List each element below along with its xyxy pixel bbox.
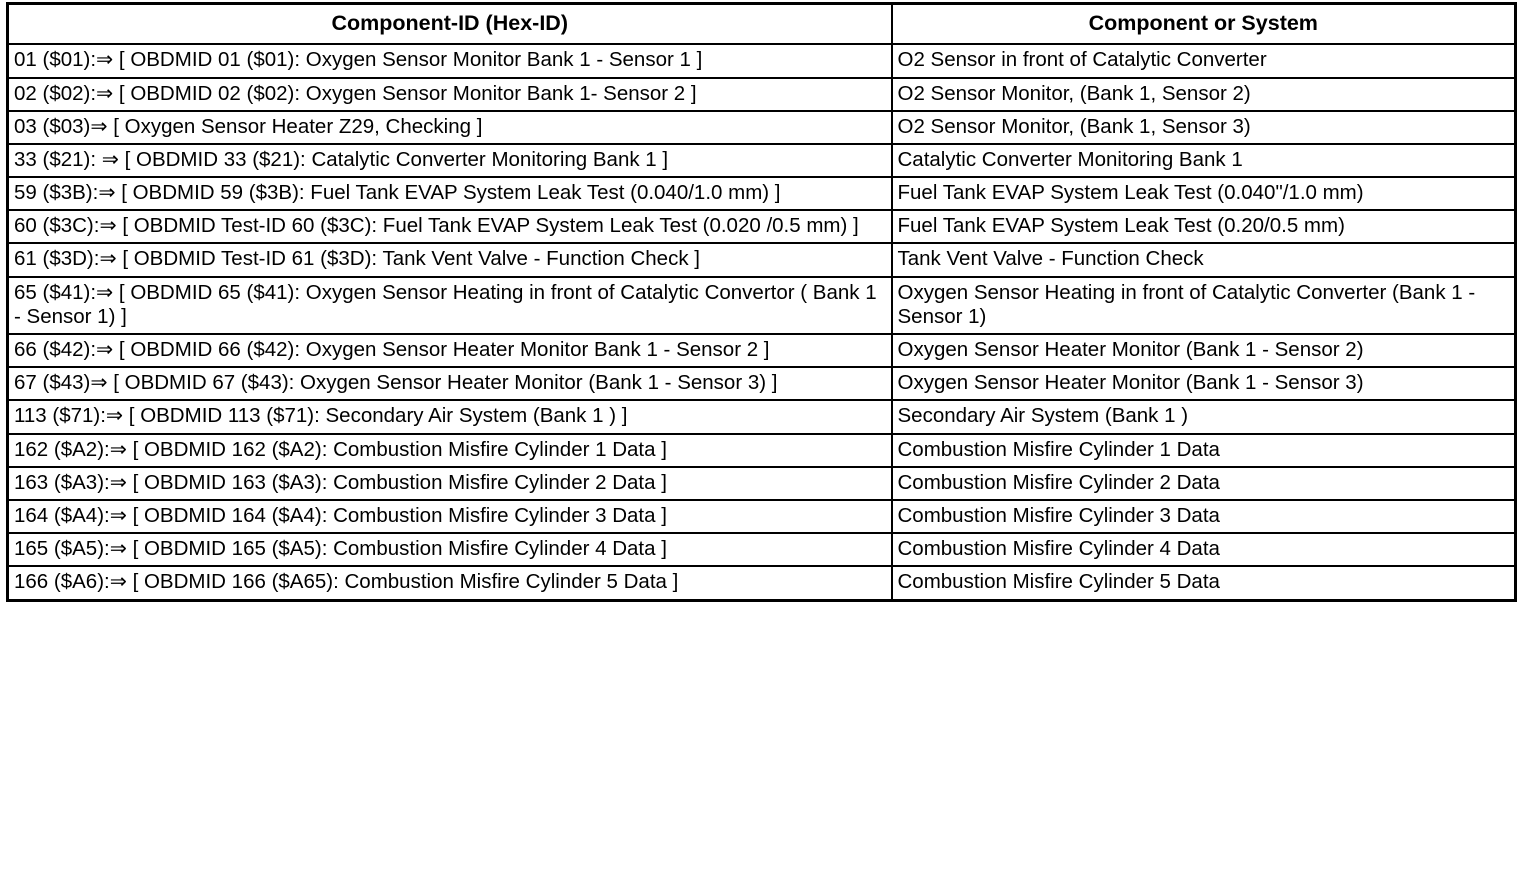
cell-component-or-system: Fuel Tank EVAP System Leak Test (0.20/0.5 mm)	[892, 210, 1516, 243]
cell-component-id: 59 ($3B):⇒ [ OBDMID 59 ($3B): Fuel Tank EVAP System Leak Test (0.040/1.0 mm) ]	[8, 177, 892, 210]
column-header-component-or-system: Component or System	[892, 4, 1516, 45]
cell-component-id: 163 ($A3):⇒ [ OBDMID 163 ($A3): Combustion Misfire Cylinder 2 Data ]	[8, 467, 892, 500]
cell-component-id: 67 ($43)⇒ [ OBDMID 67 ($43): Oxygen Sensor Heater Monitor (Bank 1 - Sensor 3) ]	[8, 367, 892, 400]
table-header-row	[8, 4, 1516, 45]
table-row	[8, 566, 1516, 600]
cell-component-or-system: O2 Sensor Monitor, (Bank 1, Sensor 2)	[892, 78, 1516, 111]
table-row	[8, 210, 1516, 243]
cell-component-or-system: Secondary Air System (Bank 1 )	[892, 400, 1516, 433]
cell-component-or-system: Combustion Misfire Cylinder 4 Data	[892, 533, 1516, 566]
table-row	[8, 467, 1516, 500]
cell-component-or-system: Oxygen Sensor Heating in front of Catalytic Converter (Bank 1 - Sensor 1)	[892, 277, 1516, 334]
table-row	[8, 78, 1516, 111]
cell-component-id: 02 ($02):⇒ [ OBDMID 02 ($02): Oxygen Sensor Monitor Bank 1- Sensor 2 ]	[8, 78, 892, 111]
cell-component-id: 65 ($41):⇒ [ OBDMID 65 ($41): Oxygen Sensor Heating in front of Catalytic Convertor ( Bank 1 - Sensor 1) ]	[8, 277, 892, 334]
cell-component-id: 01 ($01):⇒ [ OBDMID 01 ($01): Oxygen Sensor Monitor Bank 1 - Sensor 1 ]	[8, 44, 892, 77]
column-header-component-id: Component-ID (Hex-ID)	[8, 4, 892, 45]
obdmid-component-table	[6, 2, 1517, 602]
cell-component-or-system: Oxygen Sensor Heater Monitor (Bank 1 - Sensor 3)	[892, 367, 1516, 400]
table-row	[8, 500, 1516, 533]
cell-component-id: 03 ($03)⇒ [ Oxygen Sensor Heater Z29, Checking ]	[8, 111, 892, 144]
cell-component-or-system: Catalytic Converter Monitoring Bank 1	[892, 144, 1516, 177]
cell-component-or-system: Combustion Misfire Cylinder 2 Data	[892, 467, 1516, 500]
table-row	[8, 144, 1516, 177]
cell-component-or-system: Oxygen Sensor Heater Monitor (Bank 1 - Sensor 2)	[892, 334, 1516, 367]
table-row	[8, 44, 1516, 77]
table-row	[8, 334, 1516, 367]
cell-component-or-system: Tank Vent Valve - Function Check	[892, 243, 1516, 276]
cell-component-id: 33 ($21): ⇒ [ OBDMID 33 ($21): Catalytic Converter Monitoring Bank 1 ]	[8, 144, 892, 177]
table-row	[8, 400, 1516, 433]
cell-component-id: 165 ($A5):⇒ [ OBDMID 165 ($A5): Combustion Misfire Cylinder 4 Data ]	[8, 533, 892, 566]
table-row	[8, 277, 1516, 334]
cell-component-or-system: O2 Sensor in front of Catalytic Converter	[892, 44, 1516, 77]
cell-component-id: 61 ($3D):⇒ [ OBDMID Test-ID 61 ($3D): Tank Vent Valve - Function Check ]	[8, 243, 892, 276]
cell-component-id: 113 ($71):⇒ [ OBDMID 113 ($71): Secondary Air System (Bank 1 ) ]	[8, 400, 892, 433]
cell-component-or-system: Combustion Misfire Cylinder 5 Data	[892, 566, 1516, 600]
cell-component-id: 66 ($42):⇒ [ OBDMID 66 ($42): Oxygen Sensor Heater Monitor Bank 1 - Sensor 2 ]	[8, 334, 892, 367]
cell-component-id: 162 ($A2):⇒ [ OBDMID 162 ($A2): Combustion Misfire Cylinder 1 Data ]	[8, 434, 892, 467]
table-row	[8, 533, 1516, 566]
table-row	[8, 111, 1516, 144]
cell-component-or-system: O2 Sensor Monitor, (Bank 1, Sensor 3)	[892, 111, 1516, 144]
table-row	[8, 434, 1516, 467]
cell-component-id: 166 ($A6):⇒ [ OBDMID 166 ($A65): Combustion Misfire Cylinder 5 Data ]	[8, 566, 892, 600]
cell-component-or-system: Fuel Tank EVAP System Leak Test (0.040"/1.0 mm)	[892, 177, 1516, 210]
cell-component-id: 60 ($3C):⇒ [ OBDMID Test-ID 60 ($3C): Fuel Tank EVAP System Leak Test (0.020 /0.5 mm) ]	[8, 210, 892, 243]
table-row	[8, 243, 1516, 276]
cell-component-or-system: Combustion Misfire Cylinder 3 Data	[892, 500, 1516, 533]
cell-component-id: 164 ($A4):⇒ [ OBDMID 164 ($A4): Combustion Misfire Cylinder 3 Data ]	[8, 500, 892, 533]
table-row	[8, 367, 1516, 400]
table-body	[8, 44, 1516, 600]
cell-component-or-system: Combustion Misfire Cylinder 1 Data	[892, 434, 1516, 467]
table-row	[8, 177, 1516, 210]
